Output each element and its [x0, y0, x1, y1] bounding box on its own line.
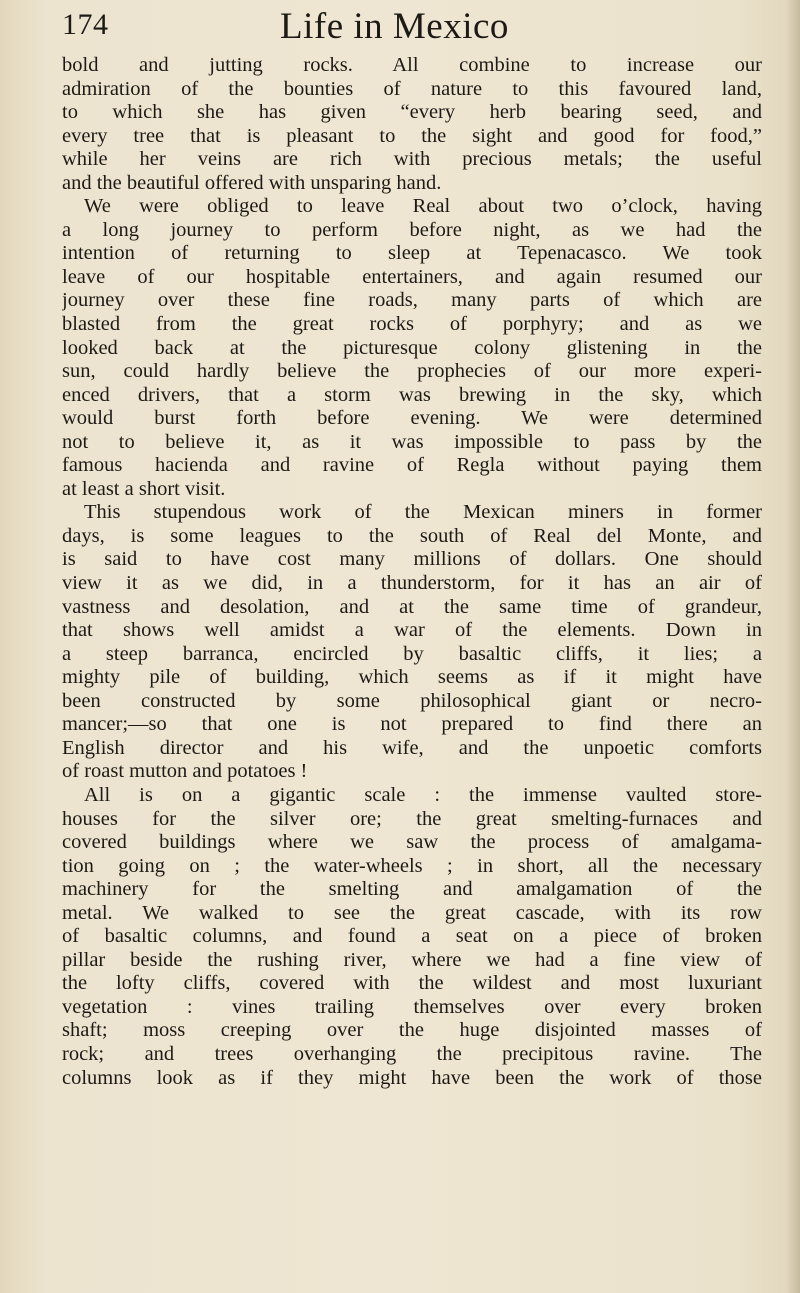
text-line: covered buildings where we saw the process of amalgama- [62, 831, 762, 854]
text-line: a steep barranca, encircled by basaltic cliffs, it lies; a [62, 642, 762, 665]
text-line: famous hacienda and ravine of Regla without paying them [62, 454, 762, 477]
text-line: and the beautiful offered with unsparing hand. [62, 171, 442, 194]
text-line: shaft; moss creeping over the huge disjointed masses of [62, 1019, 762, 1042]
text-line: All is on a gigantic scale : the immense vaulted store- [84, 783, 762, 806]
text-line: metal. We walked to see the great cascade, with its row [62, 901, 762, 924]
running-head: Life in Mexico [280, 6, 509, 47]
text-line: not to believe it, as it was impossible to pass by the [62, 430, 762, 453]
page-edge-shadow [786, 0, 800, 1293]
text-line: blasted from the great rocks of porphyry; and as we [62, 313, 762, 336]
text-line: been constructed by some philosophical giant or necro- [62, 689, 762, 712]
text-line: English director and his wife, and the unpoetic comforts [62, 736, 762, 759]
text-line: would burst forth before evening. We were determined [62, 407, 762, 430]
text-line: mancer;—so that one is not prepared to find there an [62, 713, 762, 736]
text-line: view it as we did, in a thunderstorm, for it has an air of [62, 572, 762, 595]
text-line: to which she has given “every herb bearing seed, and [62, 101, 762, 124]
text-line: We were obliged to leave Real about two o’clock, having [84, 195, 762, 218]
text-line: journey over these fine roads, many parts of which are [62, 289, 762, 312]
text-line: that shows well amidst a war of the elements. Down in [62, 619, 762, 642]
text-line: every tree that is pleasant to the sight and good for food,” [62, 124, 762, 147]
page-number: 174 [62, 8, 109, 41]
text-line: enced drivers, that a storm was brewing in the sky, which [62, 383, 762, 406]
text-line: mighty pile of building, which seems as if it might have [62, 666, 762, 689]
text-line: machinery for the smelting and amalgamation of the [62, 878, 762, 901]
page-header [62, 2, 762, 48]
text-line: houses for the silver ore; the great smelting-furnaces and [62, 807, 762, 830]
text-line: rock; and trees overhanging the precipitous ravine. The [62, 1042, 762, 1065]
text-line: of basaltic columns, and found a seat on a piece of broken [62, 925, 762, 948]
text-line: This stupendous work of the Mexican miners in former [84, 501, 762, 524]
text-line: sun, could hardly believe the prophecies of our more experi- [62, 360, 762, 383]
text-line: a long journey to perform before night, as we had the [62, 218, 762, 241]
text-line: columns look as if they might have been the work of those [62, 1066, 762, 1089]
text-line: the lofty cliffs, covered with the wildest and most luxuriant [62, 972, 762, 995]
text-line: days, is some leagues to the south of Real del Monte, and [62, 524, 762, 547]
text-line: pillar beside the rushing river, where we had a fine view of [62, 948, 762, 971]
text-line: at least a short visit. [62, 477, 226, 500]
text-line: looked back at the picturesque colony glistening in the [62, 336, 762, 359]
text-line: leave of our hospitable entertainers, and again resumed our [62, 265, 762, 288]
text-line: vegetation : vines trailing themselves over every broken [62, 995, 762, 1018]
text-line: of roast mutton and potatoes ! [62, 760, 308, 783]
text-line: admiration of the bounties of nature to this favoured land, [62, 77, 762, 100]
text-line: is said to have cost many millions of dollars. One should [62, 548, 762, 571]
text-line: bold and jutting rocks. All combine to increase our [62, 54, 762, 76]
text-line: while her veins are rich with precious metals; the useful [62, 148, 762, 171]
text-line: vastness and desolation, and at the same time of grandeur, [62, 595, 762, 618]
body-text [62, 54, 762, 1090]
text-line: tion going on ; the water-wheels ; in short, all the necessary [62, 854, 762, 877]
text-line: intention of returning to sleep at Tepenacasco. We took [62, 242, 762, 265]
